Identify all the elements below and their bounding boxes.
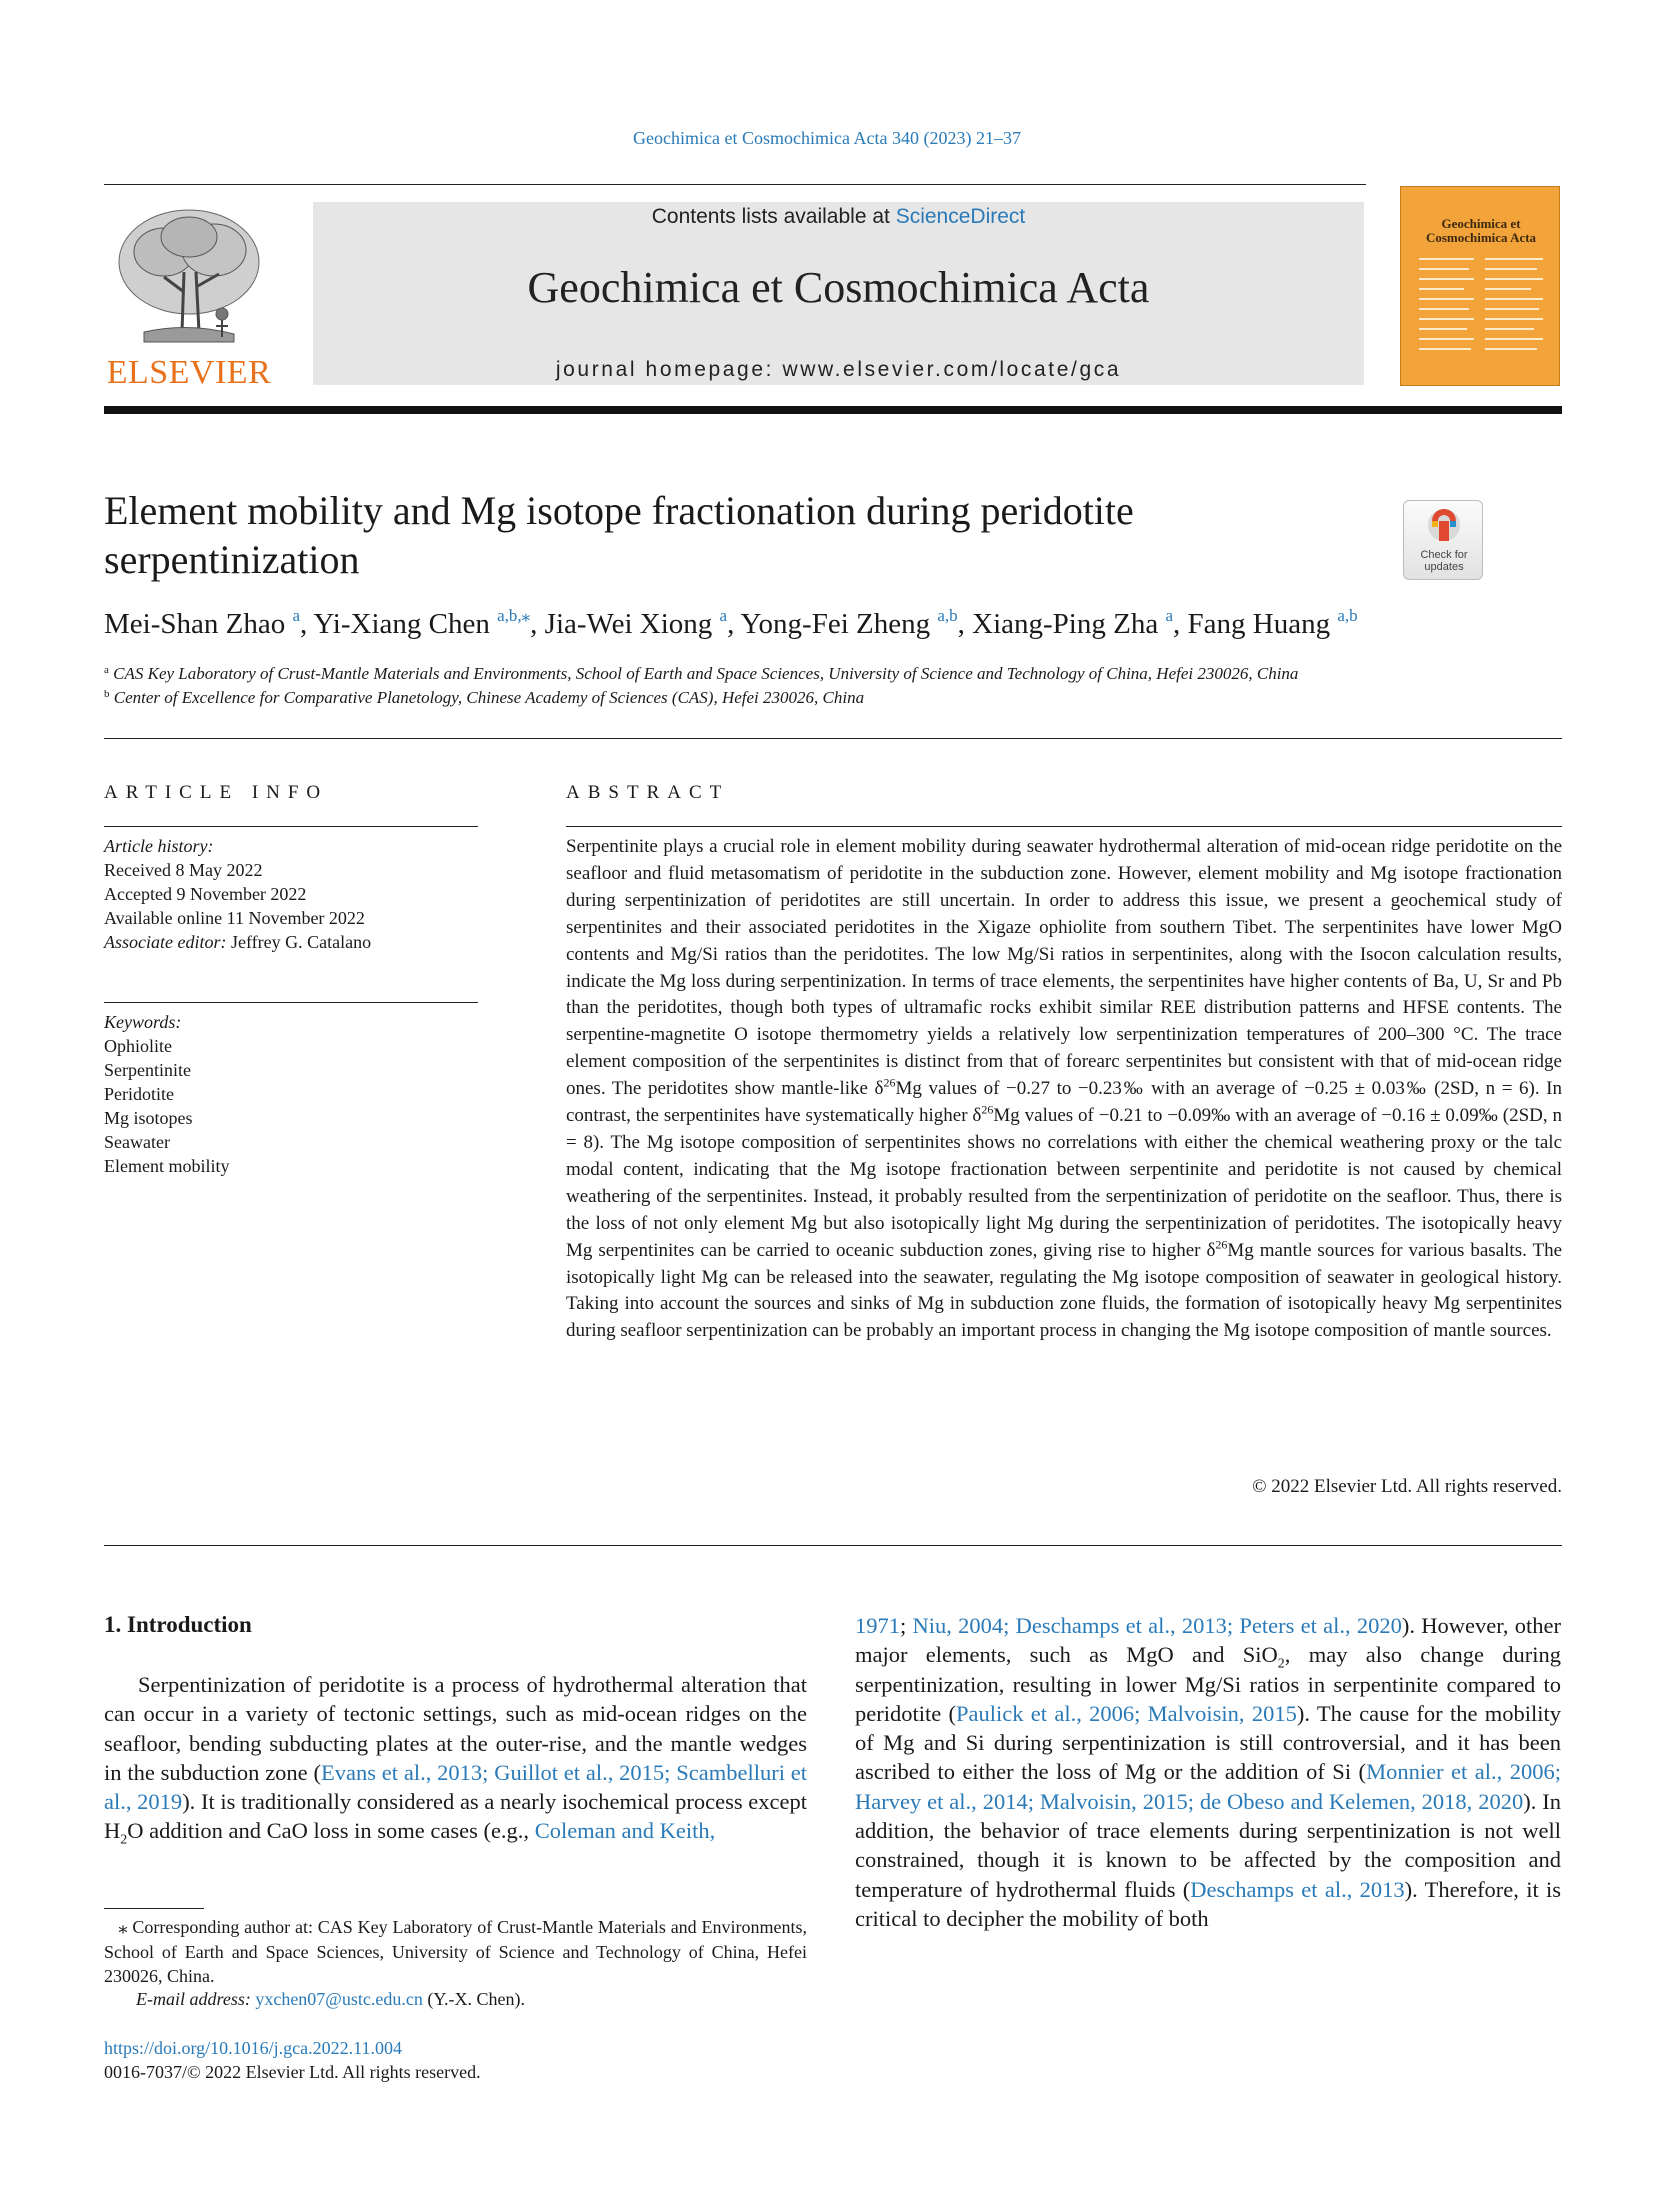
affiliation-text: Center of Excellence for Comparative Planetology, Chinese Academy of Sciences (CAS), Hefei 230026, China [113,688,865,707]
abstract-text-part: Mg values of −0.27 to −0.23‰ with an average of −0.25 ± 0.03‰ (2SD, n = 6). In contrast, the serpentinites have systematically higher δ [566,1078,1562,1127]
author-affiliation-mark[interactable]: a [1165,606,1173,625]
journal-homepage[interactable]: journal homepage: www.elsevier.com/locate/gca [555,358,1122,381]
keywords-label: Keywords: [104,1012,182,1032]
crossmark-icon [1426,507,1462,545]
citation-link[interactable]: Evans et al., 2013; Guillot et al., 2015; Scambelluri et al., 2019 [104,1759,808,1815]
author-name[interactable]: Jia-Wei Xiong [544,608,713,640]
author-affiliation-mark[interactable]: a,b [937,606,958,625]
keyword: Element mobility [104,1156,230,1176]
article-info-rule [104,826,478,827]
intro-text: ). The cause for the mobility of Mg and Si during serpentinization is still controversial, and it has been ascribed to either the loss of Mg or the addition of Si ( [855,1700,1561,1785]
sciencedirect-link[interactable]: ScienceDirect [895,205,1026,228]
editor-name: Jeffrey G. Catalano [226,932,372,952]
intro-text: ). It is traditionally considered as a nearly isochemical process except H [104,1789,807,1844]
affiliation-mark: b [104,688,110,700]
journal-citation[interactable]: Geochimica et Cosmochimica Acta 340 (2023) 21–37 [633,128,1021,148]
affiliation-b [104,688,1564,708]
footnote-mark: ⁎ [118,1917,128,1937]
intro-text: ). However, other major elements, such as MgO and SiO [855,1613,1561,1668]
received-date: Received 8 May 2022 [104,860,263,880]
isotope-superscript: 26 [1215,1237,1228,1252]
affiliation-mark: a [104,664,109,676]
article-history [104,834,484,954]
author-affiliation-mark[interactable]: a,b [1337,606,1358,625]
cover-contents-icon [1419,255,1543,365]
footnote-text: Corresponding author at: CAS Key Laboratory of Crust-Mantle Materials and Environments, School of Earth and Space Sciences, University of Science and Technology of China, Hefei 230026, China. [104,1917,807,1986]
cover-title: Geochimica et Cosmochimica Acta [1425,216,1537,245]
citation-link[interactable]: Coleman and Keith, [534,1818,716,1844]
issn-copyright: 0016-7037/© 2022 Elsevier Ltd. All rights reserved. [104,2062,481,2082]
email-line [136,1989,525,2010]
check-for-updates-label: Check for updates [1420,549,1468,573]
author-name[interactable]: Yi-Xiang Chen [313,608,490,640]
intro-text: , may also change during serpentinization, resulting in lower Mg/Si ratios in serpentinite compared to peridotite ( [855,1642,1562,1726]
abstract-rule [566,826,1562,827]
intro-text: ). Therefore, it is critical to decipher the mobility of both [855,1876,1561,1931]
citation-link[interactable]: Niu, 2004; Deschamps et al., 2013; Peters et al., 2020 [912,1613,1402,1638]
citation-link[interactable]: 1971 [855,1613,900,1638]
body-rule [104,1545,1562,1546]
associate-editor [104,930,484,954]
abstract-text-part: Mg values of −0.21 to −0.09‰ with an average of −0.16 ± 0.09‰ (2SD, n = 8). The Mg isotope composition of serpentinites shows no correlations with either the chemical weathering proxy or the talc modal content, indicating that the Mg isotope fractionation between serpentinite and peridotite is not caused by chemical weathering of the serpentinites. Instead, it probably resulted from the serpentinization of peridotite on the seafloor. Thus, there is the loss of not only element Mg but also isotopically light Mg during the serpentinization of peridotites. The isotopically heavy Mg serpentinites can be carried to oceanic subduction zones, giving rise to higher δ [566,1105,1562,1261]
isotope-superscript: 26 [883,1075,896,1090]
subscript: 2 [1277,1656,1285,1672]
keyword: Mg isotopes [104,1108,193,1128]
email-suffix: (Y.-X. Chen). [422,1989,526,2009]
keyword: Serpentinite [104,1060,191,1080]
keyword: Seawater [104,1132,170,1152]
keywords-rule [104,1002,478,1003]
history-label: Article history: [104,836,214,856]
isotope-superscript: 26 [981,1102,994,1117]
footnote-rule [104,1908,204,1909]
article-info-heading: ARTICLE INFO [104,782,329,803]
section-heading: 1. Introduction [104,1612,252,1637]
subscript: 2 [120,1832,128,1848]
affiliation-a [104,664,1564,684]
contents-prefix: Contents lists available at [651,205,896,228]
citation-link[interactable]: Paulick et al., 2006; Malvoisin, 2015 [956,1700,1297,1726]
accepted-date: Accepted 9 November 2022 [104,884,307,904]
doi-link[interactable]: https://doi.org/10.1016/j.gca.2022.11.004 [104,2038,402,2058]
contents-availability [313,205,1364,229]
author-name[interactable]: Yong-Fei Zheng [740,608,931,640]
journal-name: Geochimica et Cosmochimica Acta [527,263,1150,312]
author-list: Mei-Shan Zhao $^a$, Yi-Xiang Chen $^{a,b,⁎}$, Jia-Wei Xiong $^a$, Yong-Fei Zheng $^{a,b}$, Xiang-Ping Zha $^a$, Fang Huang $^{a,b}$ [104,606,1358,640]
affiliation-text: CAS Key Laboratory of Crust-Mantle Materials and Environments, School of Earth and Space Sciences, University of Science and Technology of China, Hefei 230026, China [113,664,1299,683]
abstract-body [566,834,1562,1345]
affiliation-rule [104,738,1562,739]
publisher-name: ELSEVIER [106,354,272,391]
header-thick-rule [104,406,1562,414]
check-for-updates-button[interactable] [1403,500,1483,580]
intro-paragraph-right [855,1611,1561,1933]
author-affiliation-mark[interactable]: a,b,⁎ [497,606,531,625]
intro-paragraph-left [104,1670,807,1846]
citation-link[interactable]: Deschamps et al., 2013 [1190,1876,1405,1902]
author-affiliation-mark[interactable]: a [292,606,301,625]
abstract-text-part: Serpentinite plays a crucial role in element mobility during seawater hydrothermal alteration of mid-ocean ridge peridotite on the seafloor and fluid metasomatism of peridotite in the subduction zone. However, element mobility and Mg isotope fractionation during serpentinization of peridotites are still uncertain. In order to address this issue, we present a geochemical study of serpentinites and their associated peridotites in the Xigaze ophiolite from southern Tibet. The serpentinites have lower MgO contents and Mg/Si ratios than the peridotites. The low Mg/Si ratios in serpentinites, along with the Isocon calculation results, indicate the Mg loss during serpentinization. In terms of trace elements, the serpentinites have higher contents of Ba, U, Sr and Pb than the peridotites, though both types of ultramafic rocks exhibit similar REE distribution patterns and HFSE contents. The serpentine-magnetite O isotope thermometry yields a relatively low serpentinization temperatures of 200–300 °C. The trace element composition of the serpentinites is distinct from that of forearc serpentinites but consistent with that of mid-ocean ridge ones. The peridotites show mantle-like δ [566,836,1562,1100]
author-name[interactable]: Mei-Shan Zhao [104,608,286,640]
email-link[interactable]: yxchen07@ustc.edu.cn [255,1989,423,2009]
email-label: E-mail address: [136,1989,251,2009]
article-title: Element mobility and Mg isotope fractionation during peridotite serpentinization [104,488,1134,582]
citation-link[interactable]: Monnier et al., 2006; Harvey et al., 2014; Malvoisin, 2015; de Obeso and Kelemen, 2018, 2020 [855,1759,1562,1814]
intro-text: ). In addition, the behavior of trace elements during serpentinization is not well constrained, though it is known to be affected by the composition and temperature of hydrothermal fluids ( [855,1788,1561,1902]
intro-text: Serpentinization of peridotite is a process of hydrothermal alteration that can occur in a variety of tectonic settings, such as mid-ocean ridges on the seafloor, bending subducting plates at the outer-rise, and the mantle wedges in the subduction zone ( [104,1672,807,1785]
author-name[interactable]: Xiang-Ping Zha [972,608,1159,640]
author-affiliation-mark[interactable]: a [719,606,728,625]
keywords-list [104,1010,484,1178]
editor-label: Associate editor: [104,932,227,952]
journal-cover-thumbnail[interactable] [1400,186,1560,386]
abstract-heading: ABSTRACT [566,782,730,803]
abstract-text-part: Mg mantle sources for various basalts. The isotopically light Mg can be released into the seawater, regulating the Mg isotope composition of seawater in geological history. Taking into account the sources and sinks of Mg in subduction zone fluids, the formation of isotopically heavy Mg serpentinites during seafloor serpentinization can be probably an important process in changing the Mg isotope composition of mantle sources. [566,1239,1562,1342]
abstract-copyright: © 2022 Elsevier Ltd. All rights reserved. [1252,1476,1562,1497]
intro-text: O addition and CaO loss in some cases (e.g., [127,1818,535,1844]
header-rule [104,184,1366,185]
intro-text: ; [900,1613,913,1638]
corresponding-author-note [104,1915,807,1989]
keyword: Ophiolite [104,1036,172,1056]
keyword: Peridotite [104,1084,174,1104]
author-name[interactable]: Fang Huang [1187,608,1331,640]
available-online-date: Available online 11 November 2022 [104,908,365,928]
